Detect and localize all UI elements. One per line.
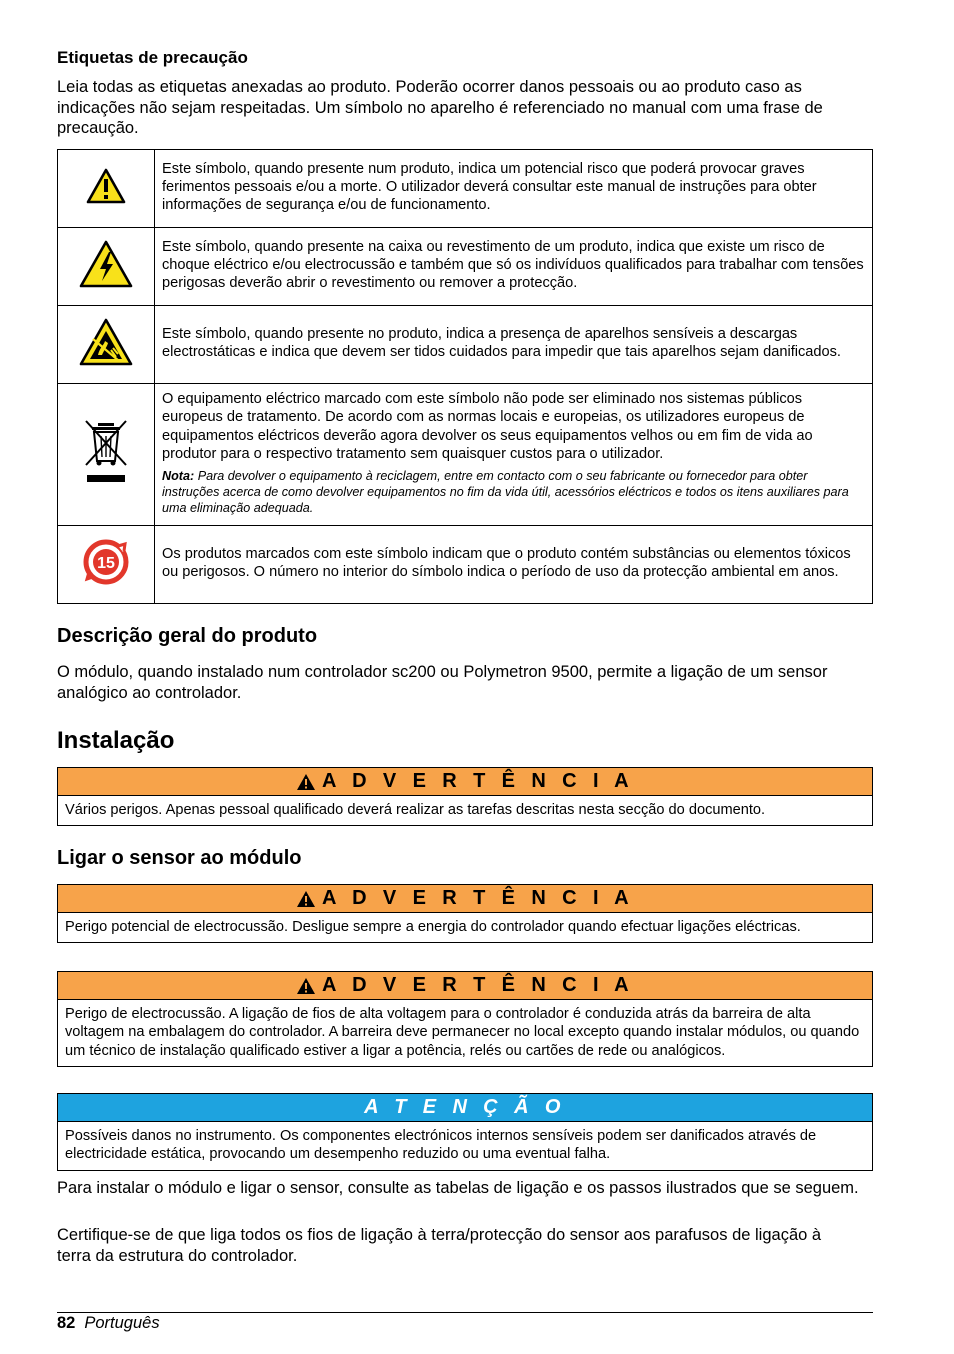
installation-heading: Instalação xyxy=(57,727,175,754)
warning-box xyxy=(57,884,873,943)
precaution-intro: Leia todas as etiquetas anexadas ao produto. Poderão ocorrer danos pessoais ou ao produto caso as indicações não sejam respeitadas. Um símbolo no aparelho é referenciado no manual com uma frase de precaução. xyxy=(57,78,823,137)
electric-shock-icon xyxy=(78,239,134,289)
connect-heading: Ligar o sensor ao módulo xyxy=(57,847,302,869)
table-row xyxy=(58,384,873,526)
page-number: 82 xyxy=(57,1314,76,1332)
warning-bar xyxy=(58,972,872,1000)
symbol-description: Este símbolo, quando presente na caixa ou revestimento de um produto, indica que existe um risco de choque eléctrico e/ou electrocussão e também que só os indivíduos qualificados para trabalhar com tensões perigosas deverão abrir o revestimento ou remover a protecção. xyxy=(155,228,873,306)
overview-heading: Descrição geral do produto xyxy=(57,625,318,647)
general-warning-icon xyxy=(86,168,126,204)
caution-text: Possíveis danos no instrumento. Os componentes electrónicos internos sensíveis podem ser danificados através de electricidade estática, provocando um desempenho reduzido ou uma eventual falha. xyxy=(65,1128,817,1163)
warning-bar xyxy=(58,768,872,796)
footer-language: Português xyxy=(84,1314,160,1332)
note-label: Nota: xyxy=(162,468,195,483)
warning-triangle-icon xyxy=(296,773,316,791)
warning-label: A D V E R T Ê N C I A xyxy=(322,974,634,996)
symbol-description: Os produtos marcados com este símbolo indicam que o produto contém substâncias ou elementos tóxicos ou perigosos. O número no interior do símbolo indica o período de uso da protecção ambiental em anos. xyxy=(155,526,873,604)
warning-triangle-icon xyxy=(296,890,316,908)
weee-crossed-bin-icon xyxy=(82,417,130,487)
ground-wire-instructions: Certifique-se de que liga todos os fios de ligação à terra/protecção do sensor aos parafusos de ligação à terra da estrutura do controlador. xyxy=(57,1226,822,1265)
table-row xyxy=(58,228,873,306)
table-row xyxy=(58,526,873,604)
efup-number: 15 xyxy=(97,555,115,572)
symbol-description: O equipamento eléctrico marcado com este símbolo não pode ser eliminado nos sistemas públicos europeus de tratamento. De acordo com as normas locais e europeias, os utilizadores europeus de equipamentos eléctricos deverão agora devolver os seus equipamentos velhos ou em fim de vida ao produtor para o respectivo tratamento sem quaisquer custos para o utilizador. xyxy=(162,391,813,462)
table-row xyxy=(58,150,873,228)
table-row xyxy=(58,306,873,384)
install-instructions: Para instalar o módulo e ligar o sensor, consulte as tabelas de ligação e os passos ilustrados que se seguem. xyxy=(57,1179,859,1197)
caution-box xyxy=(57,1093,873,1171)
warning-box xyxy=(57,767,873,826)
warning-text: Perigo de electrocussão. A ligação de fios de alta voltagem para o controlador é conduzida atrás da barreira de alta voltagem na embalagem do controlador. A barreira deve permanecer no local excepto quando instalar módulos, ou quando um técnico de instalação qualificado estiver a ligar a potência, relés ou cartões de rede ou analógicos. xyxy=(65,1006,860,1059)
warning-text: Perigo potencial de electrocussão. Desligue sempre a energia do controlador quando efectuar ligações eléctricas. xyxy=(65,919,801,935)
precaution-heading: Etiquetas de precaução xyxy=(57,48,248,67)
footer-rule xyxy=(57,1312,873,1313)
warning-box xyxy=(57,971,873,1067)
symbol-description: Este símbolo, quando presente no produto, indica a presença de aparelhos sensíveis a descargas electrostáticas e indica que devem ser tidos cuidados para impedir que tais aparelhos sejam danificados. xyxy=(155,306,873,384)
precaution-symbols-table xyxy=(57,149,873,604)
caution-bar xyxy=(58,1094,872,1122)
note xyxy=(162,468,864,516)
caution-label: A T E N Ç Ã O xyxy=(364,1096,566,1118)
electrostatic-discharge-icon xyxy=(78,317,134,367)
warning-label: A D V E R T Ê N C I A xyxy=(322,770,634,792)
warning-triangle-icon xyxy=(296,977,316,995)
efup-15-icon xyxy=(83,539,129,585)
page-footer xyxy=(57,1313,160,1333)
warning-label: A D V E R T Ê N C I A xyxy=(322,887,634,909)
warning-text: Vários perigos. Apenas pessoal qualificado deverá realizar as tarefas descritas nesta secção do documento. xyxy=(65,802,766,818)
note-text: Para devolver o equipamento à reciclagem, entre em contacto com o seu fabricante ou fornecedor para obter instruções acerca de como devolver equipamentos no fim da vida útil, acessórios eléctricos e todos os itens auxiliares para uma eliminação adequada. xyxy=(162,468,849,515)
symbol-description: Este símbolo, quando presente num produto, indica um potencial risco que poderá provocar graves ferimentos pessoais e/ou a morte. O utilizador deverá consultar este manual de instruções para obter informações de segurança e/ou de funcionamento. xyxy=(155,150,873,228)
warning-bar xyxy=(58,885,872,913)
overview-text: O módulo, quando instalado num controlador sc200 ou Polymetron 9500, permite a ligação de um sensor analógico ao controlador. xyxy=(57,663,828,702)
